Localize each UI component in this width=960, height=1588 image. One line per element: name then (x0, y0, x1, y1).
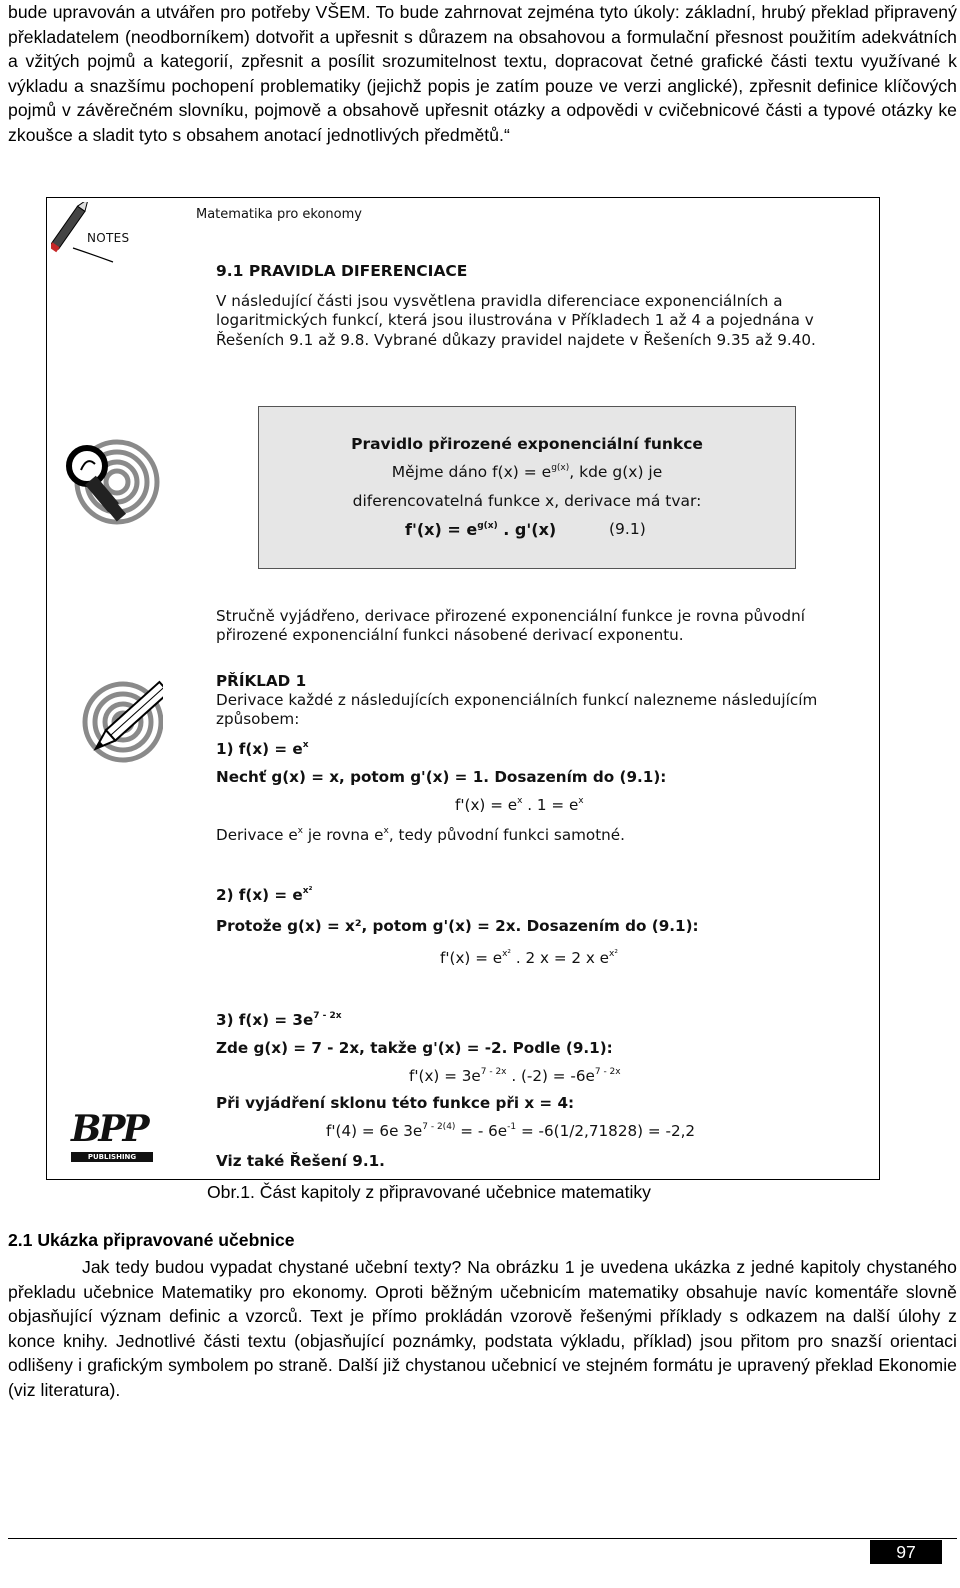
footer-divider (8, 1538, 957, 1539)
ex2-result: $f'(x) = e^{x^2}$ . 2 x = 2 x $e^{x^2}$ (440, 949, 618, 967)
example-intro: Derivace každé z následujících exponenciálních funkcí nalezneme následujícím způsobem: (216, 691, 818, 729)
ex1-heading: 1) $f(x) = e^x$ (216, 740, 309, 758)
ex3-step: Zde g(x) = 7 - 2x, takže g'(x) = -2. Podle (9.1): (216, 1039, 613, 1057)
ex3-heading: 3) $f(x) = 3e^{7 - 2x}$ (216, 1011, 342, 1029)
intro-paragraph: bude upravován a utvářen pro potřeby VŠEM. To bude zahrnovat zejména tyto úkoly: základní, hrubý překlad připravený překladatelem (neodborníkem) dotvořit a upřesnit s důrazem na obsahovou a formulační přesnost použitím adekvátních a vžitých pojmů a kategorií, zpřesnit a posílit srozumitelnost textu, dopracovat četné grafické části textu využívané k výkladu a snazšímu pochopení problematiky (jejichž popis je zatím pouze ve verzi anglické), zpřesnit definice klíčových pojmů v závěrečném slovníku, pojmově a obsahově upřesnit otázky a odpovědi v cvičebnicové části a typové otázky ke zkoušce a sladit tyto s obsahem anotací jednotlivých předmětů.“ (8, 2, 957, 145)
example-title: PŘÍKLAD 1 (216, 672, 307, 690)
rule-line-2: diferencovatelná funkce x, derivace má tvar: (352, 492, 702, 510)
rule-box (258, 406, 796, 569)
textbook-figure (46, 197, 880, 1180)
rule-line-1: Mějme dáno $f(x) = e^{g(x)}$, kde g(x) je (391, 463, 663, 481)
ex1-note: Derivace $e^x$ je rovna $e^x$, tedy původní funkci samotné. (216, 826, 625, 844)
figure-caption: Obr.1. Část kapitoly z připravované učebnice matematiky (207, 1182, 651, 1202)
ex3-calculation: f'(4) = 6e $3e^{7 - 2(4)}$ = - $6e^{-1} = -6(1/2,71828) = -2,2$ (326, 1122, 696, 1140)
ex2-step: Protože g(x) = x², potom g'(x) = 2x. Dosazením do (9.1): (216, 917, 699, 935)
magnifier-icon (65, 436, 161, 536)
ex3-slope-text: Při vyjádření sklonu této funkce při x = 4: (216, 1094, 575, 1112)
summary-text: Stručně vyjádřeno, derivace přirozené exponenciální funkce je rovna původní přirozené exponenciální funkci násobené derivací exponentu. (216, 607, 805, 645)
page-number: 97 (870, 1540, 942, 1564)
rule-formula: $f'(x) = e^{g(x)}$ . g'(x) (405, 520, 557, 539)
ex1-result: $f'(x) = e^x$ . $1 = e^x$ (455, 796, 584, 814)
section-title: 9.1 PRAVIDLA DIFERENCIACE (216, 262, 468, 280)
ex3-result: $f'(x) = 3e^{7 - 2x}$ . $(-2) = -6e^{7 - 2x}$ (409, 1067, 621, 1085)
pencil-example-icon (77, 674, 163, 778)
ex1-step: Nechť g(x) = x, potom g'(x) = 1. Dosazením do (9.1): (216, 768, 667, 786)
rule-title: Pravidlo přirozené exponenciální funkce (351, 435, 703, 453)
ex3-see-also: Viz také Řešení 9.1. (216, 1152, 385, 1170)
section-intro: V následující části jsou vysvětlena pravidla diferenciace exponenciálních a logaritmických funkcí, která jsou ilustrována v Příkladech 1 až 4 a pojednána v Řešeních 9.1 až 9.8. Vybrané důkazy pravidel najdete v Řešeních 9.35 až 9.40. (216, 292, 816, 349)
equation-number: (9.1) (609, 520, 646, 538)
section-heading: 2.1 Ukázka připravované učebnice (8, 1230, 295, 1250)
bpp-logo: BPP PUBLISHING (71, 1110, 155, 1172)
section-paragraph: Jak tedy budou vypadat chystané učební texty? Na obrázku 1 je uvedena ukázka z jedné kapitoly chystaného překladu učebnice Matematiky pro ekonomy. Oproti běžným učebnicím matematiky obsahuje navíc komentáře slovně objasňující význam definic a vzorců. Text je přímo prokládán vzorově řešenými příklady s odkazem na další úlohy z konce knihy. Jednotlivé části textu (objasňující poznámky, podstata výkladu, příklad) jsou přitom pro snazší orientaci odlišeny i grafickým symbolem po straně. Další již chystanou učebnicí ve stejném formátu je upravený překlad Ekonomie (viz literatura). (8, 1257, 957, 1400)
notes-label: NOTES (87, 231, 130, 245)
ex2-heading: 2) $f(x) = e^{x^2}$ (216, 886, 313, 904)
book-header: Matematika pro ekonomy (196, 207, 362, 222)
